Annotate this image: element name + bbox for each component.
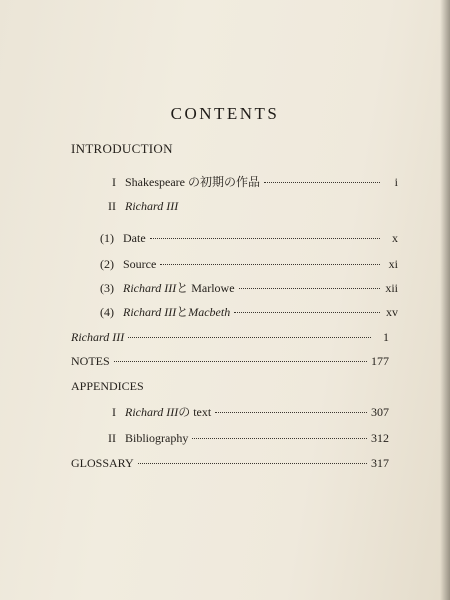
toc-page-number: xi (388, 257, 398, 271)
toc-number: (4) (100, 305, 123, 319)
toc-page-number: xii (385, 281, 398, 295)
toc-page-number: i (394, 175, 398, 189)
toc-entry-intro-i (112, 174, 398, 190)
toc-label-title: Richard III (123, 305, 177, 319)
toc-label: の text (178, 405, 212, 419)
toc-entry-date (100, 230, 398, 246)
dot-leader (264, 182, 380, 183)
toc-number: (3) (100, 281, 123, 295)
dot-leader (192, 438, 367, 439)
toc-label: Source (123, 257, 157, 271)
toc-number: II (108, 199, 125, 213)
toc-label: Bibliography (125, 431, 189, 445)
toc-entry-appendix-ii (108, 430, 389, 446)
toc-label: と Marlowe (176, 281, 235, 295)
toc-number: I (112, 175, 125, 189)
contents-title: CONTENTS (170, 104, 280, 123)
toc-label: Richard III (125, 199, 179, 213)
toc-page-number: 1 (383, 330, 389, 344)
toc-entry-marlowe (100, 280, 398, 296)
toc-label: NOTES (71, 354, 110, 368)
dot-leader (114, 361, 367, 362)
toc-number: I (112, 405, 125, 419)
dot-leader (138, 463, 367, 464)
toc-entry-appendix-i (112, 404, 389, 420)
dot-leader (234, 312, 380, 313)
toc-label: Shakespeare の初期の作品 (125, 175, 260, 189)
toc-page-number: x (392, 231, 398, 245)
toc-number: II (108, 431, 125, 445)
toc-number: (1) (100, 231, 123, 245)
toc-entry-appendices (71, 378, 144, 394)
dot-leader (239, 288, 380, 289)
dot-leader (128, 337, 371, 338)
toc-entry-macbeth (100, 304, 398, 320)
toc-label: INTRODUCTION (71, 141, 173, 156)
toc-page-number: 317 (371, 456, 389, 470)
toc-entry-introduction (71, 141, 173, 157)
toc-page-number: 307 (371, 405, 389, 419)
dot-leader (215, 412, 367, 413)
toc-label: と (176, 305, 189, 319)
toc-label-title: Richard III (125, 405, 179, 419)
toc-entry-richard-iii (71, 329, 389, 345)
toc-label: Date (123, 231, 146, 245)
toc-label-title: Macbeth (188, 305, 231, 319)
toc-page-number: 312 (371, 431, 389, 445)
toc-label-title: Richard III (123, 281, 177, 295)
toc-entry-intro-ii (108, 198, 178, 214)
toc-entry-notes (71, 353, 389, 369)
toc-entry-glossary (71, 455, 389, 471)
toc-page-number: 177 (371, 354, 389, 368)
toc-label: Richard III (71, 330, 125, 344)
dot-leader (150, 238, 380, 239)
dot-leader (160, 264, 380, 265)
toc-number: (2) (100, 257, 123, 271)
toc-page-number: xv (386, 305, 398, 319)
toc-entry-source (100, 256, 398, 272)
toc-label: APPENDICES (71, 379, 144, 393)
toc-label: GLOSSARY (71, 456, 134, 470)
